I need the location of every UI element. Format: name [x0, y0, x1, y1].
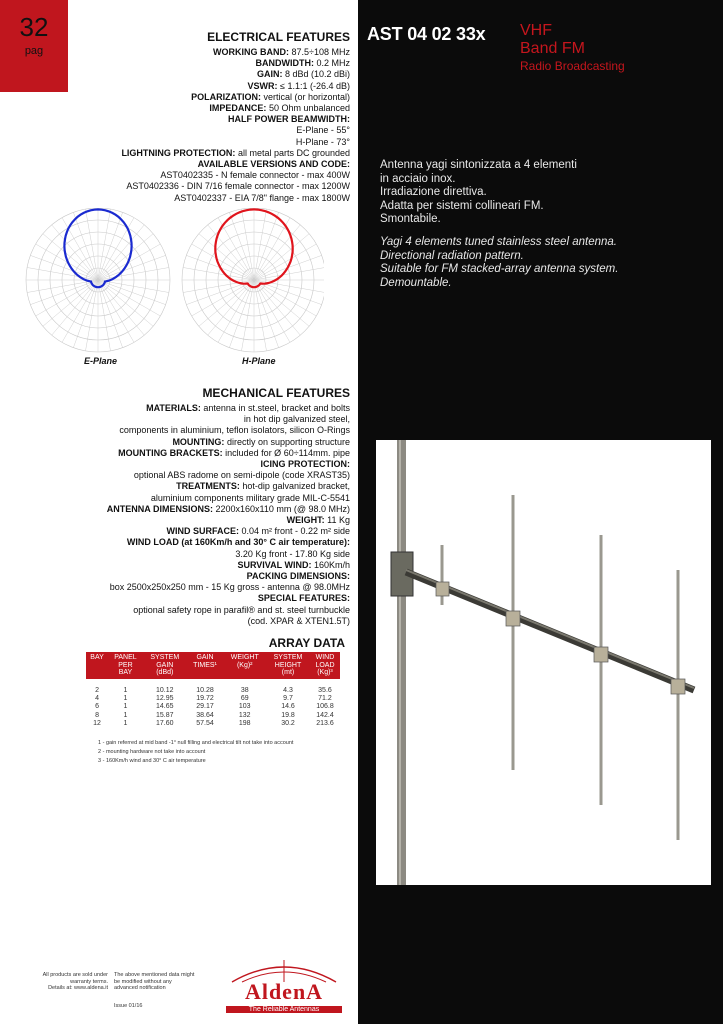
mechanical-title: MECHANICAL FEATURES	[202, 386, 350, 400]
table-cell: 2	[95, 686, 99, 694]
table-cell: 142.4	[316, 711, 334, 719]
feature-label: PACKING DIMENSIONS:	[246, 571, 350, 582]
description-english	[380, 236, 618, 290]
header-line: GAIN	[156, 661, 174, 669]
feature-line	[30, 47, 350, 58]
header-line: PER	[118, 661, 133, 669]
feature-value: 0.04 m² front - 0.22 m² side	[238, 526, 350, 537]
table-cell: 4.3	[283, 686, 293, 694]
feature-label: GAIN:	[256, 69, 283, 80]
array-column-header	[86, 652, 108, 679]
feature-line	[30, 515, 350, 526]
table-cell: 213.6	[316, 720, 334, 728]
e-plane-label: E-Plane	[84, 356, 118, 366]
electrical-lines	[30, 47, 350, 204]
feature-line	[30, 459, 350, 470]
feature-line	[30, 137, 350, 148]
table-cell: 6	[95, 703, 99, 711]
array-table	[86, 652, 340, 729]
feature-value: AST0402335 - N female connector - max 400W	[160, 170, 350, 181]
description-line: Suitable for FM stacked-array antenna system.	[380, 263, 619, 275]
feature-label: MOUNTING BRACKETS:	[118, 447, 223, 458]
feature-line	[30, 448, 350, 459]
feature-line	[30, 593, 350, 604]
feature-label: IMPEDANCE:	[209, 103, 267, 114]
notice-text	[114, 972, 194, 992]
feature-label: HALF POWER BEAMWIDTH:	[228, 114, 350, 125]
feature-label: WIND SURFACE:	[166, 526, 239, 537]
feature-value: AST0402336 - DIN 7/16 female connector - max 1200W	[126, 181, 350, 192]
warranty-line: Details at: www.aldena.it	[48, 985, 108, 991]
table-cell: 15.87	[156, 711, 174, 719]
feature-value: optional safety rope in parafil® and st. steel turnbuckle	[133, 604, 350, 615]
array-column-header	[108, 652, 143, 679]
feature-value: AST0402337 - EIA 7/8" flange - max 1800W	[174, 192, 350, 203]
feature-label: WEIGHT:	[286, 515, 325, 526]
table-cell: 19.72	[196, 694, 214, 702]
table-cell: 17.60	[156, 720, 174, 728]
feature-value: 2200x160x110 mm (@ 98.0 MHz)	[212, 503, 350, 514]
header-line: WIND	[315, 654, 335, 661]
description-italian	[380, 159, 577, 227]
table-row	[86, 720, 340, 728]
h-plane-label: H-Plane	[242, 356, 276, 366]
mechanical-features	[30, 386, 350, 627]
array-header-row	[86, 652, 340, 679]
feature-value: 50 Ohm unbalanced	[266, 103, 350, 114]
antenna-illustration	[376, 440, 711, 885]
header-line: LOAD	[315, 661, 335, 669]
feature-line	[30, 437, 350, 448]
feature-line	[30, 181, 350, 192]
description-line: Directional radiation pattern.	[380, 249, 524, 262]
feature-value: antenna in st.steel, bracket and bolts	[200, 403, 350, 413]
header-line: (Kg)²	[236, 661, 253, 669]
feature-value: box 2500x250x250 mm - 15 Kg gross - antenna @ 98.0MHz	[109, 582, 350, 593]
feature-value: directly on supporting structure	[224, 436, 350, 447]
header-line: (Kg)³	[317, 669, 333, 676]
feature-line	[30, 92, 350, 103]
warranty-text	[30, 972, 108, 992]
feature-label: POLARIZATION:	[191, 91, 261, 102]
feature-line	[30, 148, 350, 159]
header-line: GAIN	[196, 654, 214, 661]
table-cell: 69	[240, 694, 249, 702]
array-column-header	[266, 652, 310, 679]
feature-label: MOUNTING:	[172, 436, 225, 447]
array-note: 1 - gain referred at mid band -1° null filling and electrical tilt not take into account	[98, 740, 294, 746]
table-cell: 1	[123, 694, 128, 702]
feature-label: AVAILABLE VERSIONS AND CODE:	[197, 159, 350, 170]
table-cell: 14.65	[156, 703, 174, 711]
table-cell: 71.2	[318, 694, 332, 702]
band-line-2: Band FM	[520, 40, 585, 57]
array-note: 2 - mounting hardware not take into account	[98, 749, 206, 755]
notice-line: The above mentioned data might	[114, 972, 195, 978]
table-cell: 9.7	[283, 694, 293, 702]
electrical-title: ELECTRICAL FEATURES	[207, 30, 350, 44]
feature-label: SURVIVAL WIND:	[237, 559, 312, 570]
table-cell: 1	[123, 711, 128, 719]
feature-line	[30, 193, 350, 204]
table-row	[86, 703, 340, 711]
table-cell: 198	[238, 720, 251, 728]
logo-wordmark: AldenA	[244, 979, 324, 1004]
feature-label: SPECIAL FEATURES:	[257, 593, 350, 604]
description-line: Antenna yagi sintonizzata a 4 elementi	[380, 159, 577, 171]
feature-line	[30, 549, 350, 560]
page-number: 32	[19, 12, 49, 42]
table-row	[86, 712, 340, 720]
array-column-header	[143, 652, 187, 679]
header-line: BAY	[90, 654, 104, 661]
table-cell: 1	[123, 686, 128, 694]
table-cell: 8	[95, 711, 99, 719]
warranty-line: All products are sold under	[42, 972, 108, 978]
notice-line: advanced notification	[114, 985, 166, 991]
feature-value: optional ABS radome on semi-dipole (code XRAST35)	[133, 470, 350, 481]
table-cell: 14.6	[281, 703, 295, 711]
feature-label: TREATMENTS:	[176, 481, 240, 492]
table-cell: 38	[240, 686, 249, 694]
table-cell: 10.12	[156, 686, 174, 694]
header-line: HEIGHT	[274, 661, 302, 669]
feature-line	[30, 526, 350, 537]
array-note: 3 - 160Km/h wind and 30° C air temperature	[98, 758, 206, 764]
feature-line	[30, 571, 350, 582]
table-cell: 1	[123, 703, 128, 711]
feature-line	[30, 537, 350, 548]
feature-value: hot-dip galvanized bracket,	[239, 481, 350, 492]
feature-label: VSWR:	[247, 80, 278, 91]
table-cell: 12.95	[156, 694, 174, 702]
feature-line	[30, 504, 350, 515]
feature-line	[30, 560, 350, 571]
description-line: Adatta per sistemi collineari FM.	[380, 199, 544, 212]
electrical-features	[30, 30, 350, 204]
description-line: Irradiazione direttiva.	[380, 186, 487, 198]
table-cell: 29.17	[196, 703, 214, 711]
header-line: (mt)	[281, 669, 295, 676]
header-line: SYSTEM	[150, 654, 180, 661]
issue-text: Issue 01/16	[114, 1003, 143, 1009]
feature-line	[30, 114, 350, 125]
table-cell: 103	[238, 703, 251, 711]
table-cell: 35.6	[318, 686, 332, 694]
array-column-header	[223, 652, 266, 679]
feature-value: all metal parts DC grounded	[235, 147, 350, 158]
feature-line	[30, 616, 350, 627]
feature-value: 3.20 Kg front - 17.80 Kg side	[235, 548, 350, 559]
warranty-line: warranty terms.	[70, 978, 108, 985]
table-cell: 106.8	[316, 703, 334, 711]
table-cell: 10.28	[196, 686, 214, 694]
table-row	[86, 687, 340, 695]
table-cell: 12	[93, 720, 101, 728]
table-cell: 38.64	[196, 711, 214, 719]
radiation-patterns	[24, 208, 324, 358]
feature-line	[30, 81, 350, 92]
page-label: pag	[24, 45, 44, 57]
feature-value: included for Ø 60÷114mm. pipe	[222, 447, 350, 458]
feature-label: ANTENNA DIMENSIONS:	[106, 503, 213, 514]
feature-line	[30, 170, 350, 181]
feature-label: BANDWIDTH:	[255, 58, 314, 69]
feature-value: aluminium components military grade MIL-C-5541	[150, 492, 350, 503]
feature-line	[30, 582, 350, 593]
h-plane-grid	[182, 208, 324, 352]
feature-value: ≤ 1.1:1 (-26.4 dB)	[277, 80, 350, 91]
feature-line	[30, 69, 350, 80]
feature-line	[30, 605, 350, 616]
table-cell: 1	[123, 720, 128, 728]
array-title: ARRAY DATA	[268, 636, 345, 650]
logo-tagline: The Reliable Antennas	[226, 1006, 342, 1013]
header-line: TIMES¹	[193, 661, 217, 669]
table-row	[86, 695, 340, 703]
header-line: BAY	[118, 669, 133, 676]
description-line: Yagi 4 elements tuned stainless steel antenna.	[380, 236, 617, 248]
feature-value: (cod. XPAR & XTEN1.5T)	[247, 615, 350, 626]
header-line: WEIGHT	[230, 654, 259, 661]
feature-value: in hot dip galvanized steel,	[243, 414, 350, 425]
feature-line	[30, 425, 350, 436]
header-line: PANEL	[114, 654, 137, 661]
feature-label: WORKING BAND:	[213, 47, 290, 57]
table-cell: 19.8	[281, 711, 295, 719]
feature-value: vertical (or horizontal)	[260, 91, 350, 102]
band-line-3: Radio Broadcasting	[520, 59, 625, 73]
feature-value: 11 Kg	[324, 515, 350, 526]
antenna-photo	[376, 440, 711, 885]
array-column-header	[310, 652, 340, 679]
feature-label: MATERIALS:	[146, 403, 201, 413]
header-line: (dBd)	[156, 669, 174, 676]
description-line: in acciaio inox.	[380, 172, 456, 185]
feature-value: 0.2 MHz	[313, 58, 350, 69]
product-code: AST 04 02 33x	[367, 24, 486, 44]
feature-label: ICING PROTECTION:	[260, 459, 350, 470]
feature-line	[30, 493, 350, 504]
table-cell: 132	[238, 711, 251, 719]
feature-value: components in aluminium, teflon isolators, silicon O-Rings	[119, 425, 350, 436]
feature-label: LIGHTNING PROTECTION:	[121, 147, 236, 158]
feature-label: WIND LOAD (at 160Km/h and 30° C air temperature):	[126, 537, 350, 548]
feature-line	[30, 125, 350, 136]
e-plane-grid	[26, 208, 170, 352]
array-notes	[98, 739, 293, 766]
description-line: Demountable.	[380, 276, 452, 289]
feature-value: 160Km/h	[311, 559, 350, 570]
feature-line	[30, 159, 350, 170]
mechanical-lines	[30, 403, 350, 627]
description-line: Smontabile.	[380, 213, 441, 225]
feature-value: 87.5÷108 MHz	[289, 47, 350, 57]
feature-line	[30, 103, 350, 114]
feature-line	[30, 470, 350, 481]
aldena-logo	[226, 958, 342, 1018]
table-cell: 57.54	[196, 720, 214, 728]
table-cell: 4	[95, 694, 99, 702]
feature-value: H-Plane - 73°	[295, 136, 350, 147]
feature-value: E-Plane - 55°	[296, 125, 350, 136]
feature-line	[30, 403, 350, 414]
table-cell: 30.2	[281, 720, 295, 728]
array-column-header	[187, 652, 224, 679]
feature-line	[30, 481, 350, 492]
band-line-1: VHF	[520, 22, 552, 39]
mast-pole	[397, 440, 406, 885]
feature-value: 8 dBd (10.2 dBi)	[282, 69, 350, 80]
header-line: SYSTEM	[273, 654, 303, 661]
notice-line: be modified without any	[114, 978, 172, 985]
feature-line	[30, 58, 350, 69]
feature-line	[30, 414, 350, 425]
